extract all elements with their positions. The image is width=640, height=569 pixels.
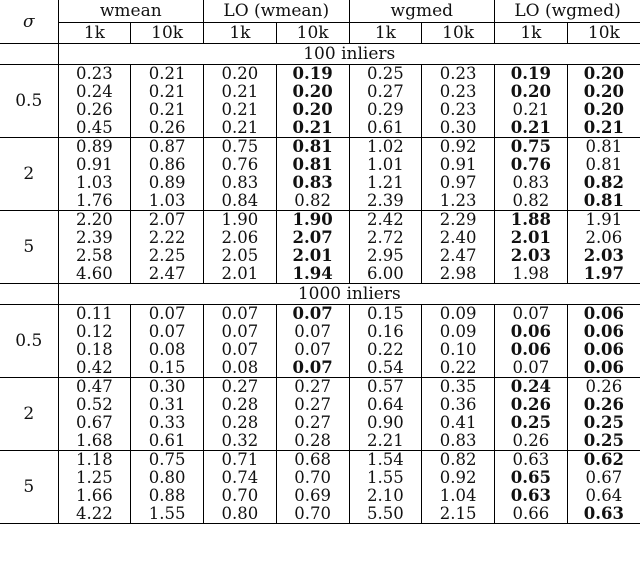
subcol-header: 10k bbox=[276, 23, 349, 44]
table-cell: 1.54 bbox=[349, 451, 422, 470]
table-cell: 2.39 bbox=[58, 229, 131, 247]
table-cell: 0.31 bbox=[131, 396, 204, 414]
table-cell: 0.91 bbox=[422, 156, 495, 174]
table-cell: 0.71 bbox=[204, 451, 277, 470]
table-cell: 0.27 bbox=[276, 378, 349, 397]
table-cell: 0.28 bbox=[204, 396, 277, 414]
table-cell: 0.20 bbox=[204, 65, 277, 84]
table-cell: 0.24 bbox=[58, 83, 131, 101]
table-cell: 2.95 bbox=[349, 247, 422, 265]
table-cell: 0.68 bbox=[276, 451, 349, 470]
table-cell: 0.07 bbox=[204, 305, 277, 324]
table-cell: 1.55 bbox=[349, 469, 422, 487]
group-header-wgmed: wgmed bbox=[349, 0, 495, 23]
table-cell: 0.07 bbox=[276, 305, 349, 324]
subcol-header: 1k bbox=[349, 23, 422, 44]
table-cell: 2.40 bbox=[422, 229, 495, 247]
table-row bbox=[0, 505, 640, 524]
table-cell: 0.25 bbox=[495, 414, 568, 432]
table-cell: 1.88 bbox=[495, 211, 568, 230]
table-cell: 0.80 bbox=[131, 469, 204, 487]
table-cell: 0.90 bbox=[349, 414, 422, 432]
table-cell: 0.23 bbox=[422, 65, 495, 84]
table-cell: 0.28 bbox=[276, 432, 349, 451]
table-cell: 0.11 bbox=[58, 305, 131, 324]
table-cell: 0.70 bbox=[276, 469, 349, 487]
table-row bbox=[0, 174, 640, 192]
table-cell: 5.50 bbox=[349, 505, 422, 524]
table-row bbox=[0, 192, 640, 211]
table-cell: 2.20 bbox=[58, 211, 131, 230]
table-cell: 0.83 bbox=[422, 432, 495, 451]
table-cell: 0.19 bbox=[495, 65, 568, 84]
table-cell: 0.92 bbox=[422, 138, 495, 157]
table-cell: 2.15 bbox=[422, 505, 495, 524]
table-row bbox=[0, 101, 640, 119]
table-cell: 0.65 bbox=[495, 469, 568, 487]
subcol-header: 10k bbox=[422, 23, 495, 44]
table-cell: 2.01 bbox=[495, 229, 568, 247]
sigma-header: σ bbox=[0, 0, 58, 44]
results-table-body bbox=[0, 44, 640, 524]
table-cell: 0.64 bbox=[567, 487, 640, 505]
table-cell: 2.29 bbox=[422, 211, 495, 230]
table-cell: 0.91 bbox=[58, 156, 131, 174]
table-cell: 0.21 bbox=[131, 65, 204, 84]
table-cell: 0.24 bbox=[495, 378, 568, 397]
table-cell: 0.21 bbox=[204, 119, 277, 138]
table-cell: 0.63 bbox=[495, 487, 568, 505]
table-cell: 0.08 bbox=[131, 341, 204, 359]
table-cell: 0.82 bbox=[422, 451, 495, 470]
table-cell: 0.41 bbox=[422, 414, 495, 432]
table-cell: 0.21 bbox=[131, 83, 204, 101]
table-row bbox=[0, 247, 640, 265]
table-cell: 2.58 bbox=[58, 247, 131, 265]
subcol-header: 10k bbox=[567, 23, 640, 44]
table-cell: 0.69 bbox=[276, 487, 349, 505]
table-cell: 0.26 bbox=[567, 396, 640, 414]
group-header-wmean: wmean bbox=[58, 0, 204, 23]
table-cell: 0.57 bbox=[349, 378, 422, 397]
table-cell: 1.97 bbox=[567, 265, 640, 284]
table-cell: 2.05 bbox=[204, 247, 277, 265]
table-cell: 0.62 bbox=[567, 451, 640, 470]
table-cell: 0.80 bbox=[204, 505, 277, 524]
sigma-value: 0.5 bbox=[0, 305, 58, 378]
table-cell: 0.89 bbox=[131, 174, 204, 192]
table-cell: 0.82 bbox=[567, 174, 640, 192]
table-cell: 1.03 bbox=[131, 192, 204, 211]
table-cell: 0.26 bbox=[495, 432, 568, 451]
table-cell: 0.21 bbox=[204, 83, 277, 101]
table-cell: 0.88 bbox=[131, 487, 204, 505]
table-cell: 0.84 bbox=[204, 192, 277, 211]
table-cell: 0.64 bbox=[349, 396, 422, 414]
table-cell: 1.23 bbox=[422, 192, 495, 211]
table-row bbox=[0, 341, 640, 359]
sigma-value: 2 bbox=[0, 138, 58, 211]
table-cell: 0.54 bbox=[349, 359, 422, 378]
table-row bbox=[0, 396, 640, 414]
table-cell: 0.66 bbox=[495, 505, 568, 524]
table-cell: 0.25 bbox=[349, 65, 422, 84]
table-row bbox=[0, 432, 640, 451]
section-title-row bbox=[0, 284, 640, 305]
section-title-spacer bbox=[0, 284, 58, 305]
sigma-value: 5 bbox=[0, 211, 58, 284]
sigma-value: 0.5 bbox=[0, 65, 58, 138]
table-cell: 2.21 bbox=[349, 432, 422, 451]
sigma-value: 5 bbox=[0, 451, 58, 524]
table-cell: 2.07 bbox=[131, 211, 204, 230]
table-cell: 0.07 bbox=[276, 359, 349, 378]
table-cell: 0.27 bbox=[276, 396, 349, 414]
table-cell: 0.81 bbox=[276, 156, 349, 174]
table-cell: 0.20 bbox=[567, 101, 640, 119]
table-cell: 2.47 bbox=[422, 247, 495, 265]
table-cell: 0.74 bbox=[204, 469, 277, 487]
table-cell: 0.25 bbox=[567, 414, 640, 432]
table-cell: 2.98 bbox=[422, 265, 495, 284]
table-cell: 0.82 bbox=[276, 192, 349, 211]
table-cell: 0.26 bbox=[131, 119, 204, 138]
table-row bbox=[0, 265, 640, 284]
table-cell: 1.21 bbox=[349, 174, 422, 192]
table-cell: 0.06 bbox=[567, 305, 640, 324]
table-cell: 1.04 bbox=[422, 487, 495, 505]
table-cell: 1.90 bbox=[204, 211, 277, 230]
section-title: 100 inliers bbox=[58, 44, 640, 65]
table-cell: 0.16 bbox=[349, 323, 422, 341]
table-cell: 0.06 bbox=[567, 323, 640, 341]
table-row bbox=[0, 359, 640, 378]
table-row bbox=[0, 229, 640, 247]
table-cell: 0.86 bbox=[131, 156, 204, 174]
table-cell: 0.07 bbox=[131, 305, 204, 324]
table-cell: 0.21 bbox=[131, 101, 204, 119]
table-cell: 0.23 bbox=[58, 65, 131, 84]
table-cell: 0.27 bbox=[204, 378, 277, 397]
table-cell: 0.63 bbox=[495, 451, 568, 470]
table-cell: 0.25 bbox=[567, 432, 640, 451]
table-cell: 0.26 bbox=[58, 101, 131, 119]
table-cell: 0.76 bbox=[204, 156, 277, 174]
table-cell: 0.07 bbox=[204, 341, 277, 359]
table-cell: 0.12 bbox=[58, 323, 131, 341]
table-cell: 1.68 bbox=[58, 432, 131, 451]
table-cell: 0.07 bbox=[495, 305, 568, 324]
section-title-spacer bbox=[0, 44, 58, 65]
table-cell: 0.83 bbox=[276, 174, 349, 192]
table-cell: 0.06 bbox=[495, 323, 568, 341]
table-cell: 1.66 bbox=[58, 487, 131, 505]
table-cell: 0.07 bbox=[276, 323, 349, 341]
table-cell: 0.36 bbox=[422, 396, 495, 414]
table-cell: 0.23 bbox=[422, 83, 495, 101]
table-row bbox=[0, 156, 640, 174]
group-header-lo-wmean: LO (wmean) bbox=[204, 0, 350, 23]
section-title-row bbox=[0, 44, 640, 65]
table-cell: 2.03 bbox=[567, 247, 640, 265]
table-cell: 0.10 bbox=[422, 341, 495, 359]
table-cell: 0.61 bbox=[131, 432, 204, 451]
subcol-header: 10k bbox=[131, 23, 204, 44]
table-cell: 0.20 bbox=[495, 83, 568, 101]
table-row bbox=[0, 414, 640, 432]
table-cell: 0.32 bbox=[204, 432, 277, 451]
table-cell: 1.25 bbox=[58, 469, 131, 487]
table-row bbox=[0, 323, 640, 341]
table-cell: 4.60 bbox=[58, 265, 131, 284]
table-cell: 0.83 bbox=[495, 174, 568, 192]
table-cell: 0.09 bbox=[422, 305, 495, 324]
table-cell: 0.07 bbox=[131, 323, 204, 341]
table-cell: 1.76 bbox=[58, 192, 131, 211]
table-cell: 0.06 bbox=[495, 341, 568, 359]
table-cell: 0.63 bbox=[567, 505, 640, 524]
table-cell: 2.01 bbox=[276, 247, 349, 265]
table-cell: 0.67 bbox=[58, 414, 131, 432]
table-cell: 0.76 bbox=[495, 156, 568, 174]
table-cell: 0.97 bbox=[422, 174, 495, 192]
table-cell: 0.20 bbox=[276, 101, 349, 119]
table-cell: 0.75 bbox=[131, 451, 204, 470]
table-cell: 0.15 bbox=[131, 359, 204, 378]
table-row bbox=[0, 211, 640, 230]
table-row bbox=[0, 65, 640, 84]
table-cell: 0.07 bbox=[204, 323, 277, 341]
sigma-value: 2 bbox=[0, 378, 58, 451]
table-cell: 1.02 bbox=[349, 138, 422, 157]
table-cell: 0.67 bbox=[567, 469, 640, 487]
header-row-groups bbox=[0, 0, 640, 23]
table-cell: 0.21 bbox=[495, 119, 568, 138]
table-cell: 0.81 bbox=[567, 156, 640, 174]
table-cell: 0.26 bbox=[567, 378, 640, 397]
table-cell: 0.75 bbox=[495, 138, 568, 157]
table-cell: 0.35 bbox=[422, 378, 495, 397]
table-cell: 0.27 bbox=[276, 414, 349, 432]
section-title: 1000 inliers bbox=[58, 284, 640, 305]
table-cell: 2.06 bbox=[567, 229, 640, 247]
table-cell: 0.09 bbox=[422, 323, 495, 341]
table-cell: 1.91 bbox=[567, 211, 640, 230]
table-cell: 0.20 bbox=[567, 65, 640, 84]
table-row bbox=[0, 305, 640, 324]
table-cell: 2.42 bbox=[349, 211, 422, 230]
table-cell: 0.18 bbox=[58, 341, 131, 359]
table-cell: 0.21 bbox=[567, 119, 640, 138]
table-cell: 0.52 bbox=[58, 396, 131, 414]
table-cell: 0.81 bbox=[567, 192, 640, 211]
table-cell: 0.19 bbox=[276, 65, 349, 84]
table-cell: 0.82 bbox=[495, 192, 568, 211]
table-cell: 2.01 bbox=[204, 265, 277, 284]
table-cell: 1.55 bbox=[131, 505, 204, 524]
table-cell: 0.33 bbox=[131, 414, 204, 432]
table-cell: 0.07 bbox=[495, 359, 568, 378]
table-cell: 0.75 bbox=[204, 138, 277, 157]
table-cell: 1.01 bbox=[349, 156, 422, 174]
table-cell: 1.90 bbox=[276, 211, 349, 230]
table-cell: 2.47 bbox=[131, 265, 204, 284]
table-cell: 0.06 bbox=[567, 341, 640, 359]
table-cell: 2.22 bbox=[131, 229, 204, 247]
table-cell: 6.00 bbox=[349, 265, 422, 284]
table-cell: 0.08 bbox=[204, 359, 277, 378]
table-cell: 1.98 bbox=[495, 265, 568, 284]
table-cell: 4.22 bbox=[58, 505, 131, 524]
table-cell: 0.20 bbox=[567, 83, 640, 101]
table-cell: 0.22 bbox=[349, 341, 422, 359]
table-cell: 0.87 bbox=[131, 138, 204, 157]
table-cell: 0.89 bbox=[58, 138, 131, 157]
table-cell: 0.15 bbox=[349, 305, 422, 324]
table-cell: 0.26 bbox=[495, 396, 568, 414]
subcol-header: 1k bbox=[58, 23, 131, 44]
table-cell: 0.21 bbox=[276, 119, 349, 138]
group-header-lo-wgmed: LO (wgmed) bbox=[495, 0, 640, 23]
table-cell: 0.81 bbox=[276, 138, 349, 157]
table-cell: 2.06 bbox=[204, 229, 277, 247]
table-cell: 0.83 bbox=[204, 174, 277, 192]
table-row bbox=[0, 469, 640, 487]
table-cell: 0.47 bbox=[58, 378, 131, 397]
table-row bbox=[0, 83, 640, 101]
table-cell: 2.07 bbox=[276, 229, 349, 247]
table-cell: 1.94 bbox=[276, 265, 349, 284]
table-cell: 0.92 bbox=[422, 469, 495, 487]
table-cell: 0.21 bbox=[495, 101, 568, 119]
table-cell: 2.39 bbox=[349, 192, 422, 211]
table-cell: 0.81 bbox=[567, 138, 640, 157]
table-cell: 1.03 bbox=[58, 174, 131, 192]
table-cell: 0.70 bbox=[276, 505, 349, 524]
table-cell: 0.30 bbox=[131, 378, 204, 397]
table-cell: 0.29 bbox=[349, 101, 422, 119]
table-cell: 0.27 bbox=[349, 83, 422, 101]
table-row bbox=[0, 138, 640, 157]
table-cell: 0.70 bbox=[204, 487, 277, 505]
table-cell: 2.10 bbox=[349, 487, 422, 505]
table-cell: 2.03 bbox=[495, 247, 568, 265]
table-cell: 0.22 bbox=[422, 359, 495, 378]
table-cell: 2.72 bbox=[349, 229, 422, 247]
table-row bbox=[0, 487, 640, 505]
table-cell: 0.61 bbox=[349, 119, 422, 138]
table-cell: 0.07 bbox=[276, 341, 349, 359]
table-row bbox=[0, 119, 640, 138]
table-cell: 0.21 bbox=[204, 101, 277, 119]
table-cell: 0.45 bbox=[58, 119, 131, 138]
table-cell: 0.28 bbox=[204, 414, 277, 432]
table-cell: 2.25 bbox=[131, 247, 204, 265]
table-cell: 0.06 bbox=[567, 359, 640, 378]
table-cell: 0.20 bbox=[276, 83, 349, 101]
table-cell: 1.18 bbox=[58, 451, 131, 470]
table-row bbox=[0, 451, 640, 470]
table-row bbox=[0, 378, 640, 397]
header-row-subcols bbox=[0, 23, 640, 44]
table-cell: 0.23 bbox=[422, 101, 495, 119]
subcol-header: 1k bbox=[204, 23, 277, 44]
subcol-header: 1k bbox=[495, 23, 568, 44]
table-cell: 0.30 bbox=[422, 119, 495, 138]
table-cell: 0.42 bbox=[58, 359, 131, 378]
